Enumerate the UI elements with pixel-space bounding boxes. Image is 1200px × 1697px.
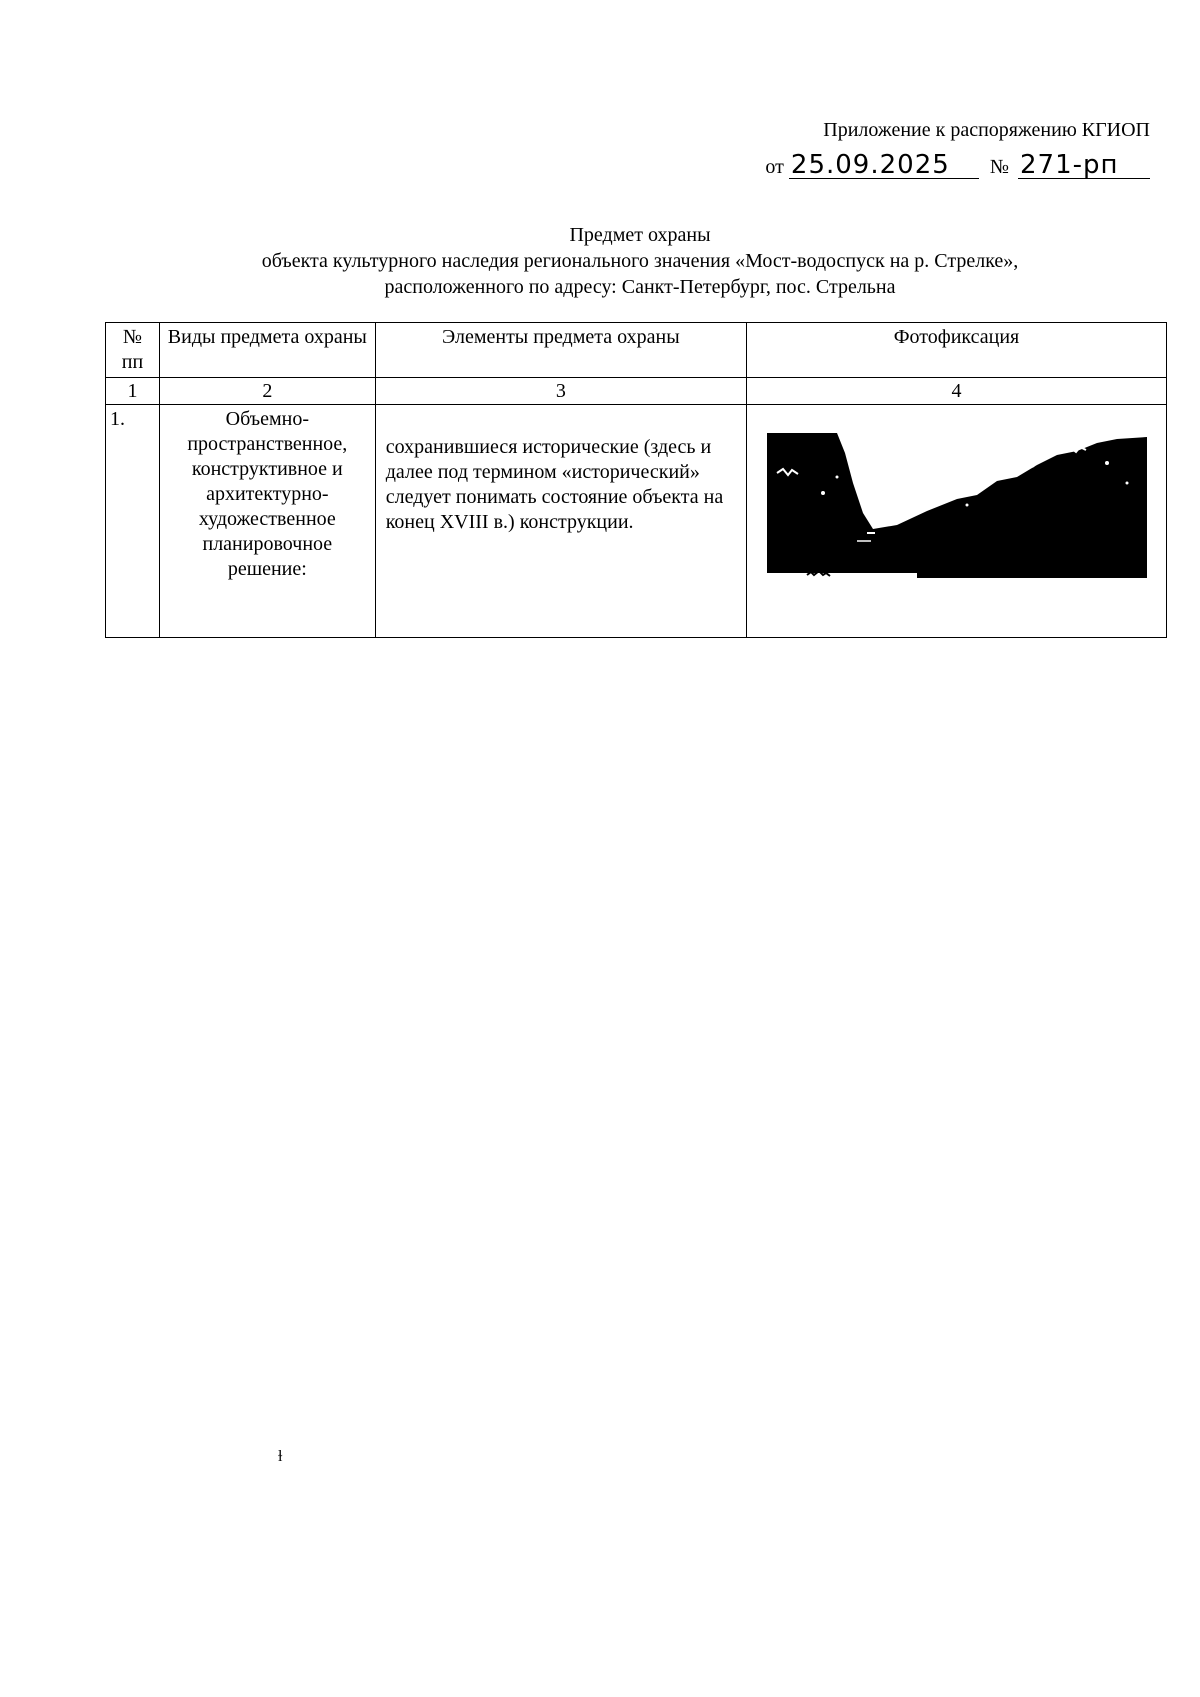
number-sign: № — [989, 156, 1009, 178]
col-number-3: 3 — [375, 378, 746, 405]
row-elements: сохранившиеся исторические (здесь и далее под термином «исторический» следует понимать состояние объекта на конец XVIII в.) конструкции. — [375, 405, 746, 638]
handwritten-date: 25.09.2025 — [789, 152, 979, 179]
col-number-1: 1 — [106, 378, 160, 405]
col-number-4: 4 — [746, 378, 1166, 405]
col-header-number: № пп — [106, 323, 160, 378]
title-line-3: расположенного по адресу: Санкт-Петербург, пос. Стрельна — [384, 276, 896, 298]
table-row — [106, 405, 1167, 638]
title-line-1: Предмет охраны — [569, 224, 711, 246]
annex-title: Приложение к распоряжению КГИОП — [823, 119, 1150, 141]
col-header-kind: Виды предмета охраны — [159, 323, 375, 378]
table-header-row — [106, 323, 1167, 378]
date-prefix: от — [765, 156, 784, 178]
col-header-elements: Элементы предмета охраны — [375, 323, 746, 378]
protection-table — [105, 322, 1167, 638]
row-photo-cell — [746, 405, 1166, 638]
title-line-2: объекта культурного наследия регионального значения «Мост-водоспуск на р. Стрелке», — [261, 250, 1019, 272]
column-number-row — [106, 378, 1167, 405]
bridge-photo — [767, 433, 1147, 603]
col-header-photo: Фотофиксация — [746, 323, 1166, 378]
annex-date-line — [765, 152, 1150, 182]
row-number: 1. — [106, 405, 160, 638]
handwritten-number: 271-рп — [1018, 152, 1150, 179]
row-kind: Объемно-пространственное, конструктивное и архитектурно-художественное планировочное решение: — [159, 405, 375, 638]
col-number-2: 2 — [159, 378, 375, 405]
stray-mark: ɫ — [278, 1448, 283, 1465]
document-title — [0, 222, 1200, 300]
